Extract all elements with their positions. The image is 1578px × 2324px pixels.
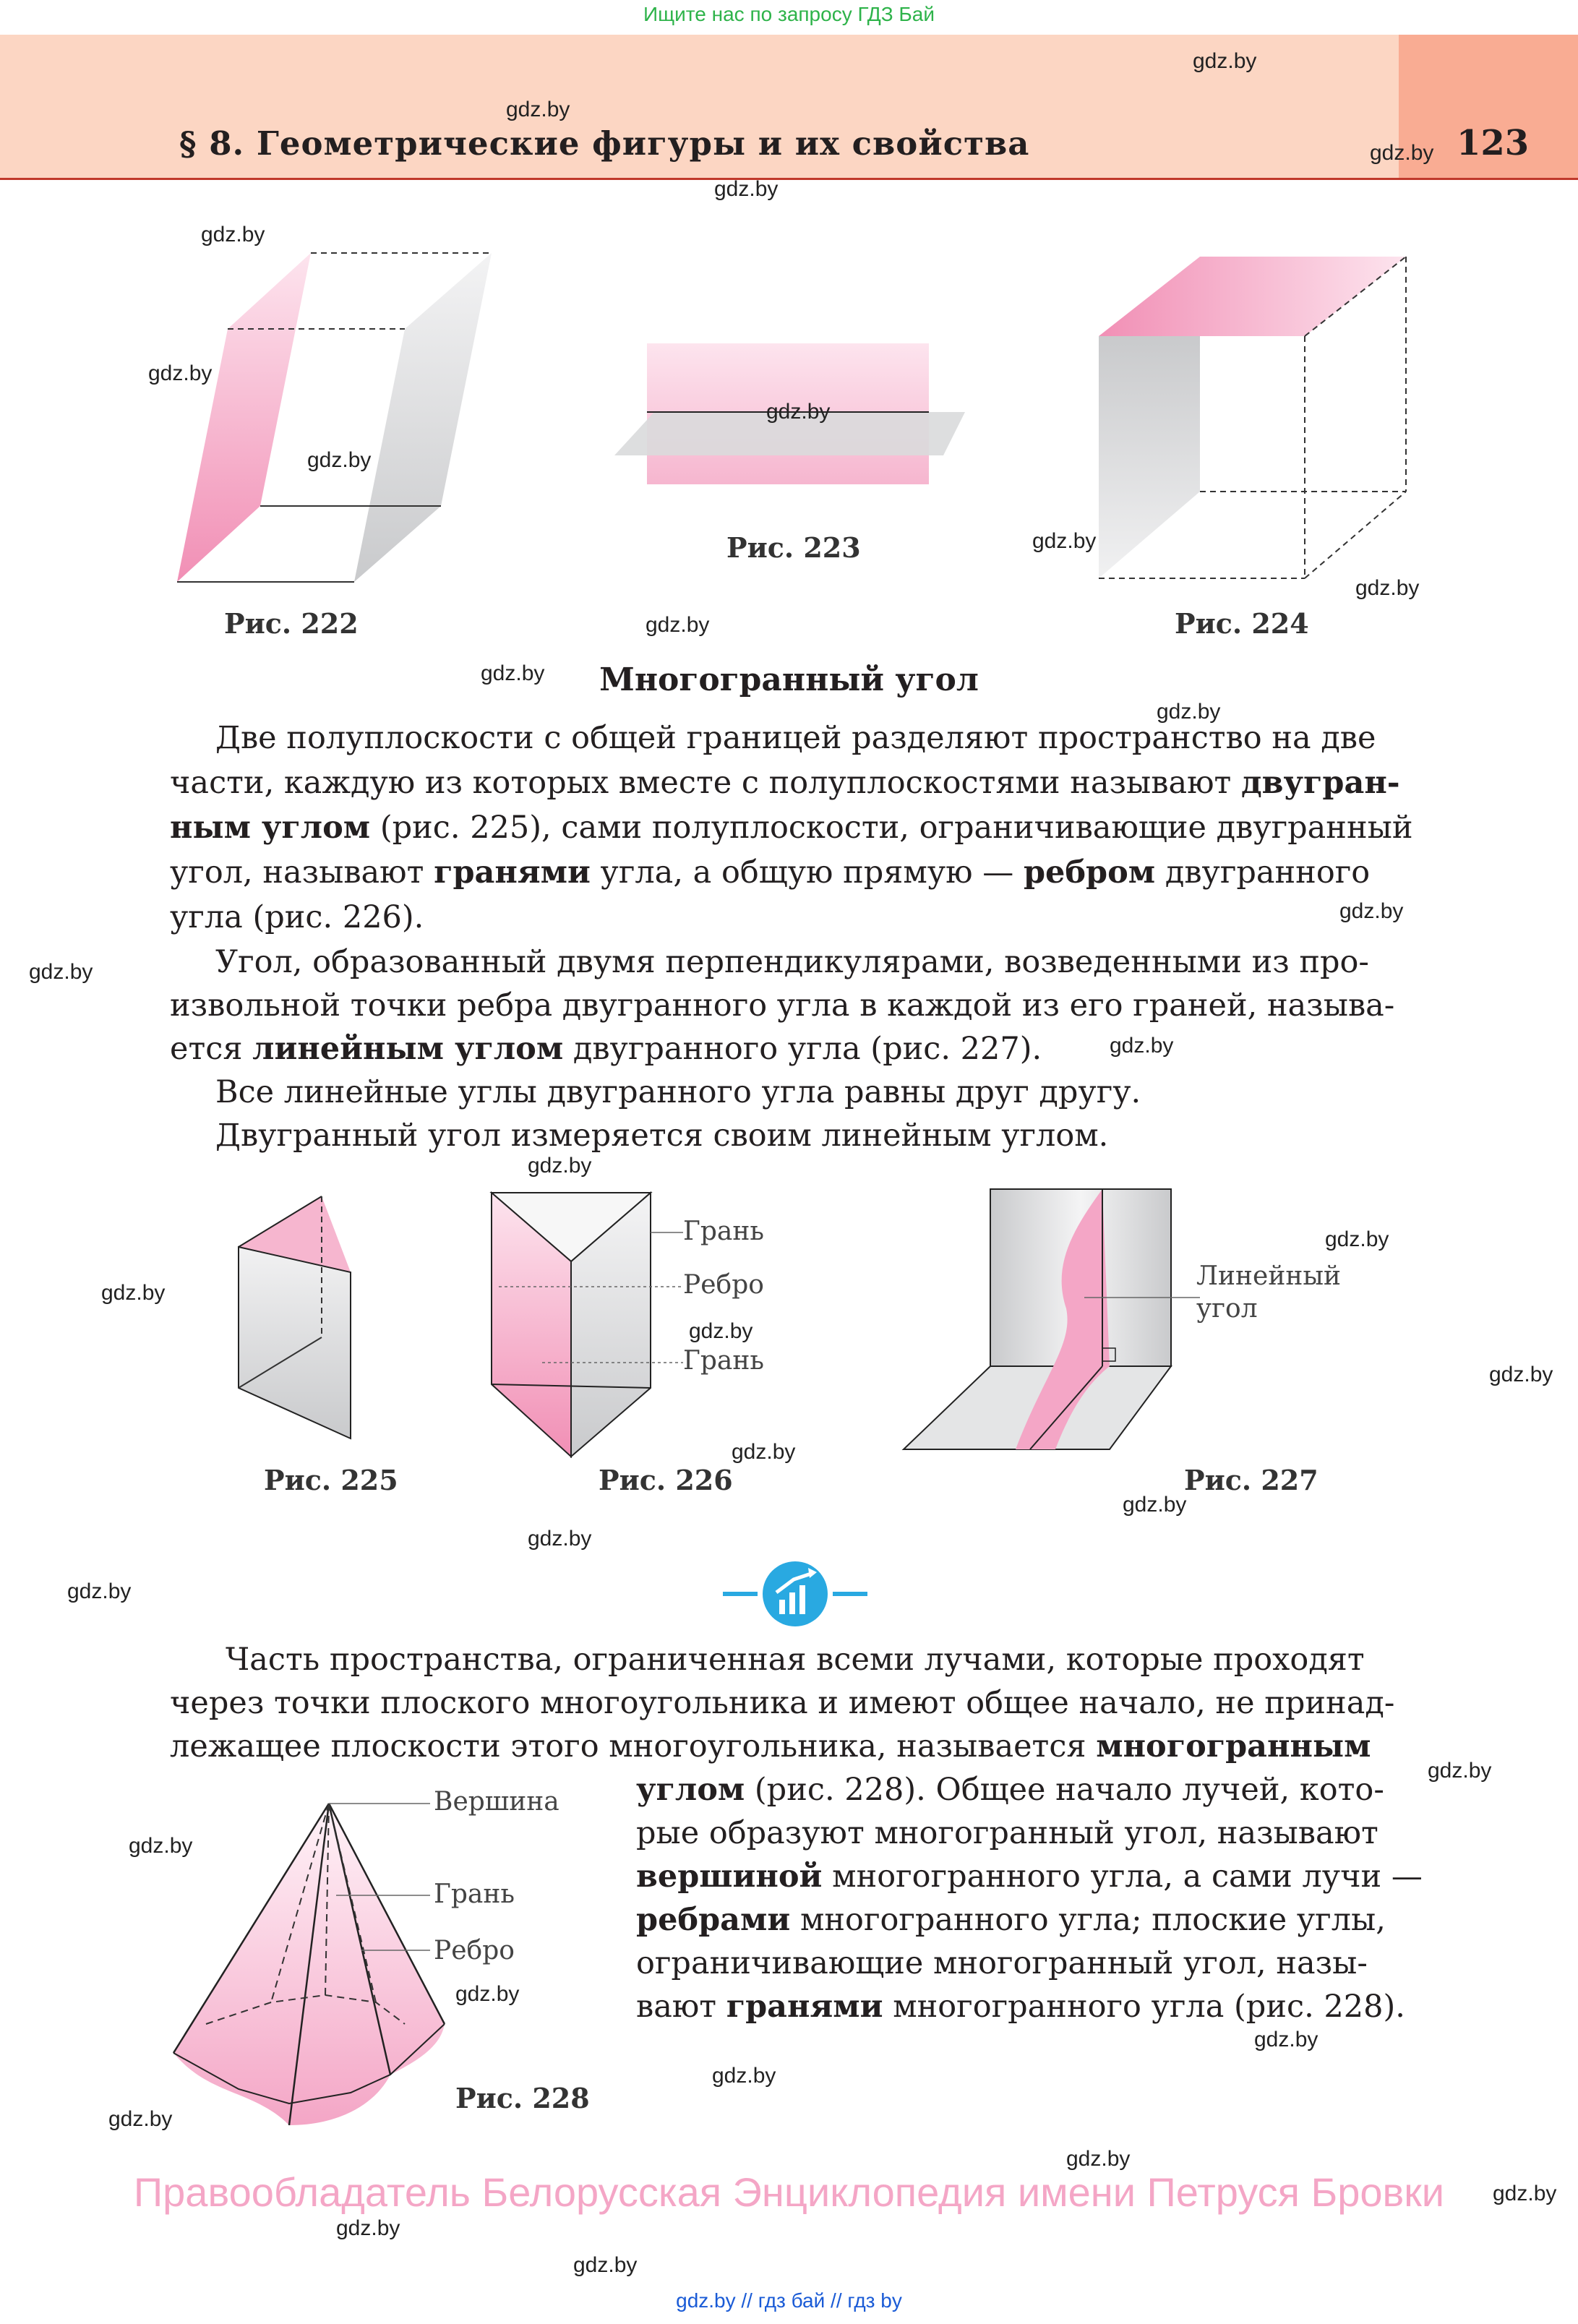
para2-line2: извольной точки ребра двугранного угла в каждой из его граней, называ- — [170, 987, 1395, 1024]
para2-line1: Угол, образованный двумя перпендикулярами, возведенными из про- — [215, 944, 1369, 980]
watermark: gdz.by — [1493, 2182, 1557, 2205]
watermark: gdz.by — [481, 661, 545, 685]
watermark: gdz.by — [714, 177, 779, 201]
para3-line1: Часть пространства, ограниченная всеми лучами, которые проходят — [226, 1642, 1365, 1678]
watermark: gdz.by — [573, 2253, 638, 2277]
label-edge-226: Ребро — [683, 1270, 764, 1300]
header-divider — [0, 178, 1578, 180]
para1-line4a: угол, называют — [170, 854, 424, 891]
watermark: gdz.by — [1110, 1034, 1174, 1058]
subheading: Многогранный угол — [599, 661, 979, 698]
label-vertex: Вершина — [434, 1787, 559, 1817]
watermark: gdz.by — [1193, 49, 1257, 73]
watermark: gdz.by — [528, 1154, 592, 1178]
term-dihedral-2: ным углом — [170, 810, 371, 846]
watermark: gdz.by — [307, 448, 372, 472]
watermark: gdz.by — [506, 98, 570, 121]
para3-line7 — [636, 1898, 1386, 1942]
caption-fig-224: Рис. 224 — [1175, 607, 1309, 640]
caption-fig-222: Рис. 222 — [224, 607, 359, 640]
watermark: gdz.by — [1489, 1363, 1553, 1386]
para3-line4 — [636, 1767, 1384, 1812]
para1-line4e: двугранного — [1165, 854, 1371, 891]
watermark: gdz.by — [732, 1440, 796, 1464]
term-faces-2: гранями — [726, 1989, 883, 2025]
para2-line3c: двугранного угла (рис. 227). — [573, 1031, 1042, 1067]
para3-line6b: многогранного угла, а сами лучи — — [832, 1858, 1423, 1895]
caption-fig-228: Рис. 228 — [455, 2082, 590, 2114]
para3-line9 — [636, 1984, 1405, 2029]
watermark: gdz.by — [528, 1527, 592, 1551]
term-edges: ребрами — [636, 1902, 791, 1938]
watermark: gdz.by — [689, 1319, 753, 1343]
page-number: 123 — [1457, 123, 1530, 163]
caption-fig-227: Рис. 227 — [1184, 1464, 1318, 1496]
para1-line4c: угла, а общую прямую — — [600, 854, 1014, 891]
watermark: gdz.by — [1254, 2028, 1318, 2051]
watermark: gdz.by — [1428, 1759, 1492, 1783]
para1-line3 — [170, 805, 1413, 850]
watermark: gdz.by — [646, 613, 710, 637]
watermark: gdz.by — [1325, 1227, 1389, 1251]
watermark: gdz.by — [1123, 1493, 1187, 1517]
watermark: gdz.by — [108, 2107, 173, 2131]
para1-line2-text: части, каждую из которых вместе с полуплоскостями называют — [170, 765, 1232, 801]
para1-line3-text: (рис. 225), сами полуплоскости, ограничивающие двугранный — [380, 810, 1413, 846]
term-dihedral-1: двугран- — [1240, 765, 1400, 801]
label-face-bottom: Грань — [683, 1346, 764, 1376]
watermark: gdz.by — [1066, 2147, 1131, 2171]
watermark: gdz.by — [455, 1982, 520, 2006]
para1-line1: Две полуплоскости с общей границей разделяют пространство на две — [215, 720, 1376, 756]
caption-fig-225: Рис. 225 — [264, 1464, 398, 1496]
label-linear-angle-1: Линейный — [1196, 1261, 1341, 1291]
statement-2: Двугранный угол измеряется своим линейным углом. — [215, 1118, 1109, 1154]
para3-line5: рые образуют многогранный угол, называют — [636, 1815, 1378, 1851]
para1-line5: угла (рис. 226). — [170, 899, 424, 935]
label-face-top: Грань — [683, 1217, 764, 1246]
watermark: gdz.by — [129, 1834, 193, 1858]
term-edge: ребром — [1023, 854, 1156, 891]
para3-line9c: многогранного угла (рис. 228). — [893, 1989, 1405, 2025]
copyright-notice: Правообладатель Белорусская Энциклопедия имени Петруся Бровки — [133, 2169, 1445, 2215]
watermark: gdz.by — [1370, 141, 1434, 165]
term-polyhedral-2: углом — [636, 1772, 745, 1808]
watermark: gdz.by — [148, 361, 213, 385]
figure-222 — [173, 249, 499, 589]
para3-line9a: вают — [636, 1989, 717, 2025]
label-face-228: Грань — [434, 1879, 515, 1909]
watermark: gdz.by — [29, 960, 93, 984]
watermark: gdz.by — [766, 400, 831, 424]
para3-line7b: многогранного угла; плоские углы, — [799, 1902, 1386, 1938]
caption-fig-223: Рис. 223 — [726, 531, 861, 564]
watermark: gdz.by — [336, 2216, 400, 2240]
watermark: gdz.by — [101, 1281, 166, 1305]
figure-226 — [488, 1189, 661, 1457]
label-edge-228: Ребро — [434, 1936, 515, 1965]
para1-line4 — [170, 850, 1370, 895]
top-banner[interactable]: Ищите нас по запросу ГДЗ Бай — [643, 3, 935, 25]
watermark: gdz.by — [67, 1579, 132, 1603]
watermark: gdz.by — [1339, 899, 1404, 923]
watermark: gdz.by — [1355, 576, 1420, 600]
footer-links[interactable]: gdz.by // гдз бай // гдз by — [676, 2289, 902, 2312]
para3-line3a: лежащее плоскости этого многоугольника, называется — [170, 1728, 1086, 1765]
figure-224 — [1095, 253, 1420, 582]
section-title: § 8. Геометрические фигуры и их свойства — [179, 124, 1030, 163]
para2-line3a: ется — [170, 1031, 243, 1067]
figure-225 — [231, 1193, 361, 1438]
watermark: gdz.by — [712, 2064, 776, 2088]
figure-228 — [166, 1785, 455, 2132]
term-faces: гранями — [434, 854, 591, 891]
para3-line3 — [170, 1724, 1371, 1769]
para1-line2 — [170, 760, 1400, 805]
para3-line4b: (рис. 228). Общее начало лучей, кото- — [754, 1772, 1384, 1808]
caption-fig-226: Рис. 226 — [599, 1464, 733, 1496]
watermark: gdz.by — [201, 223, 265, 246]
para2-line3 — [170, 1026, 1042, 1071]
figure-227 — [900, 1185, 1189, 1453]
para3-line2: через точки плоского многоугольника и имеют общее начало, не принад- — [170, 1685, 1395, 1721]
chart-growth-icon — [723, 1558, 867, 1630]
para3-line6 — [636, 1854, 1423, 1899]
watermark: gdz.by — [1157, 700, 1221, 724]
term-vertex: вершиной — [636, 1858, 823, 1895]
para3-line8: ограничивающие многогранный угол, назы- — [636, 1945, 1368, 1981]
watermark: gdz.by — [1032, 529, 1097, 553]
statement-1: Все линейные углы двугранного угла равны друг другу. — [215, 1074, 1141, 1110]
term-linear-angle: линейным углом — [252, 1031, 564, 1067]
term-polyhedral-1: многогранным — [1096, 1728, 1371, 1765]
label-linear-angle-2: угол — [1196, 1294, 1258, 1324]
